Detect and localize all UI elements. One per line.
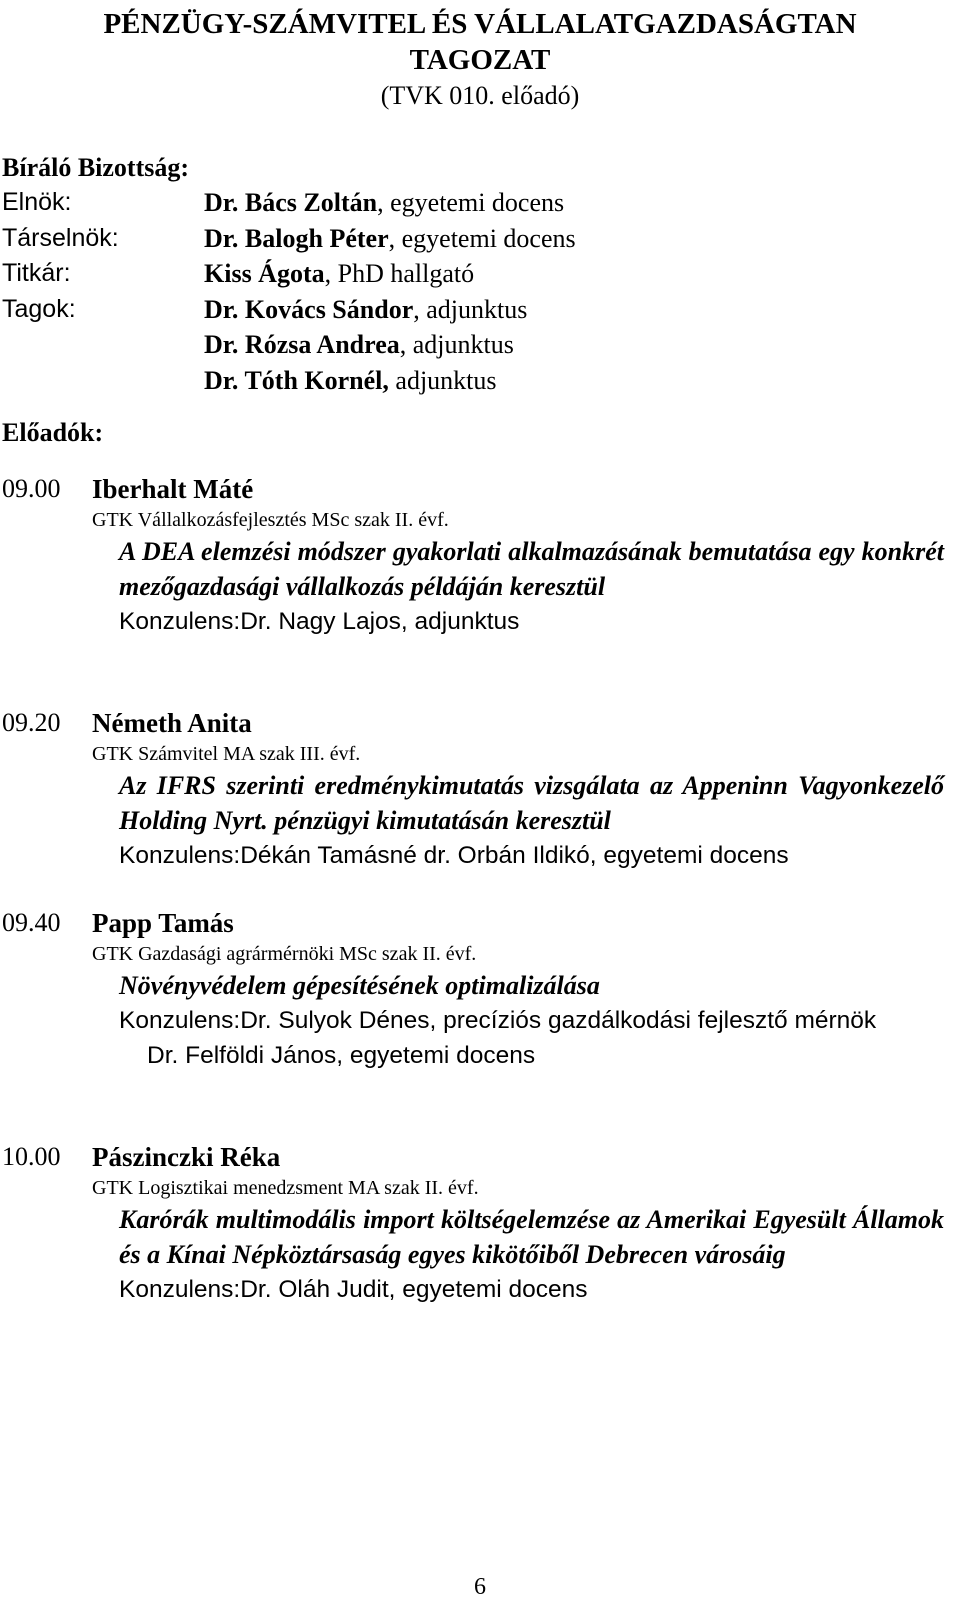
advisor-label: Konzulens:	[119, 1276, 241, 1303]
chair-title: , egyetemi docens	[377, 188, 565, 217]
review-committee	[2, 150, 942, 398]
committee-secretary-row	[2, 256, 942, 292]
secretary-name: Kiss Ágota	[204, 259, 325, 288]
talk-entry	[2, 906, 944, 1073]
talk-time: 10.00	[2, 1142, 61, 1171]
advisor-name: Dr. Oláh Judit, egyetemi docens	[240, 1276, 588, 1303]
talk-time: 09.40	[2, 908, 61, 937]
talk-advisor	[119, 838, 944, 873]
talk-time: 09.20	[2, 708, 61, 737]
advisor-second-name: Dr. Felföldi János, egyetemi docens	[147, 1042, 536, 1069]
page-number: 6	[474, 1574, 486, 1600]
section-location: (TVK 010. előadó)	[380, 81, 580, 110]
member-title: , adjunktus	[413, 294, 528, 324]
talk-title: Karórák multimodális import költségelemzése az Amerikai Egyesült Államok és a Kínai Népköztársaság egyes kikötőiből Debrecen városáig	[119, 1205, 944, 1269]
talk-time: 09.00	[2, 474, 61, 503]
member-name: Dr. Tóth Kornél,	[204, 365, 389, 395]
section-title-line2: TAGOZAT	[409, 44, 551, 76]
talk-entry	[2, 472, 944, 639]
talk-presenter: Iberhalt Máté	[92, 474, 254, 504]
talk-header	[2, 706, 944, 740]
chair-label: Elnök:	[2, 188, 72, 216]
talk-entry	[2, 1140, 944, 1307]
committee-cochair-row	[2, 221, 942, 257]
talk-presenter: Németh Anita	[92, 708, 252, 738]
talk-header	[2, 1140, 944, 1174]
talk-entry	[2, 706, 944, 873]
advisor-label: Konzulens:	[119, 608, 241, 635]
advisor-name: Dr. Nagy Lajos, adjunktus	[240, 608, 520, 635]
cochair-name: Dr. Balogh Péter	[204, 223, 389, 253]
committee-chair-row	[2, 185, 942, 221]
presenters-heading: Előadók:	[2, 418, 104, 447]
committee-heading: Bíráló Bizottság:	[2, 153, 190, 182]
secretary-label: Titkár:	[2, 259, 71, 287]
member-title: , adjunktus	[399, 330, 514, 359]
advisor-label: Konzulens:	[119, 842, 241, 869]
talk-presenter: Pászinczki Réka	[92, 1142, 281, 1172]
talk-title: Növényvédelem gépesítésének optimalizálása	[119, 971, 600, 1000]
cochair-label: Társelnök:	[2, 223, 119, 252]
talk-title: Az IFRS szerinti eredménykimutatás vizsgálata az Appeninn Vagyonkezelő Holding Nyrt. pénzügyi kimutatásán keresztül	[119, 771, 944, 835]
talk-presenter: Papp Tamás	[92, 908, 234, 938]
member-name: Dr. Rózsa Andrea	[204, 330, 400, 359]
committee-member-row	[2, 327, 942, 363]
talk-program: GTK Gazdasági agrármérnöki MSc szak II. évf.	[92, 943, 477, 965]
committee-member-row	[2, 292, 942, 328]
advisor-label: Konzulens:	[119, 1007, 241, 1034]
talk-program: GTK Vállalkozásfejlesztés MSc szak II. évf.	[92, 509, 449, 531]
section-title-line1: PÉNZÜGY-SZÁMVITEL ÉS VÁLLALATGAZDASÁGTAN	[103, 8, 857, 40]
chair-name: Dr. Bács Zoltán	[204, 188, 378, 217]
talk-advisor	[119, 1003, 944, 1038]
advisor-name: Dékán Tamásné dr. Orbán Ildikó, egyetemi docens	[240, 842, 789, 869]
talk-program: GTK Számvitel MA szak III. évf.	[92, 743, 361, 765]
talk-header	[2, 906, 944, 940]
advisor-name: Dr. Sulyok Dénes, precíziós gazdálkodási fejlesztő mérnök	[240, 1007, 877, 1034]
cochair-title: , egyetemi docens	[388, 223, 576, 253]
section-header	[0, 6, 960, 114]
talk-advisor	[119, 604, 944, 639]
talk-title: A DEA elemzési módszer gyakorlati alkalmazásának bemutatása egy konkrét mezőgazdasági vállalkozás példáján keresztül	[119, 537, 944, 601]
talk-header	[2, 472, 944, 506]
talk-advisor	[119, 1272, 944, 1307]
member-title: adjunktus	[388, 365, 497, 395]
talk-program: GTK Logisztikai menedzsment MA szak II. évf.	[92, 1177, 479, 1199]
secretary-title: , PhD hallgató	[324, 259, 475, 288]
committee-member-row	[2, 363, 942, 399]
members-label: Tagok:	[2, 294, 76, 323]
member-name: Dr. Kovács Sándor	[204, 294, 414, 324]
